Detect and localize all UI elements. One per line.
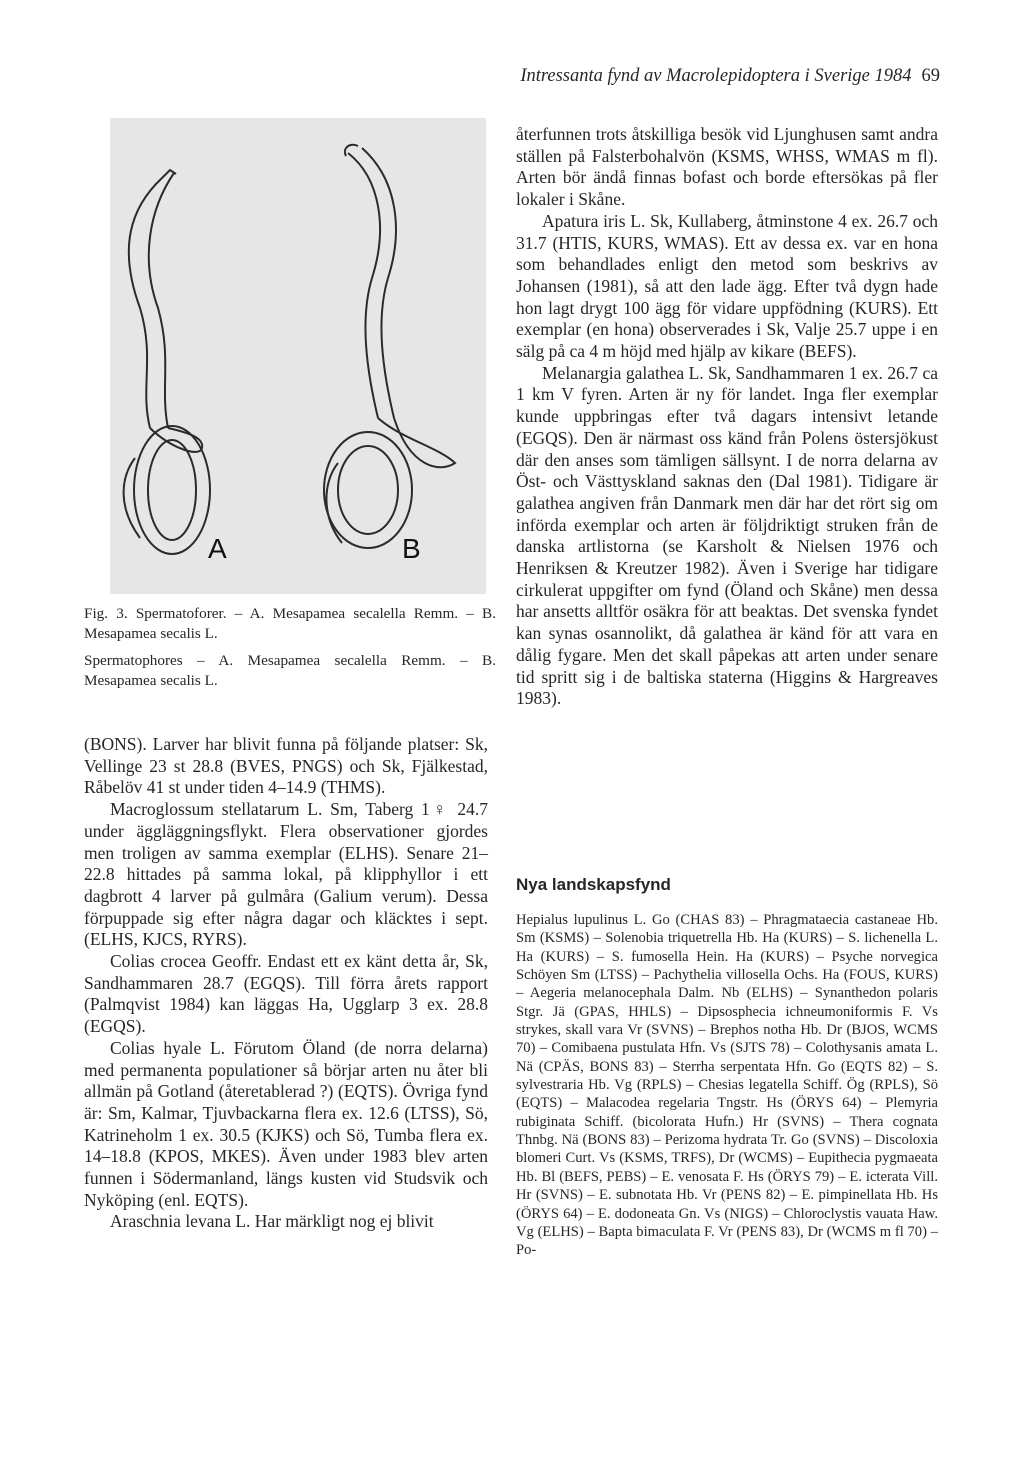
figure-label-a: A — [208, 533, 227, 564]
left-paragraph: Araschnia levana L. Har märkligt nog ej blivit — [110, 1211, 434, 1232]
right-paragraph: Apatura iris L. Sk, Kullaberg, åtminstone 4 ex. 26.7 och 31.7 (HTIS, KURS, WMAS). Ett av dessa ex. var en hona som behandlades enligt den metod som beskrivs av Johansen (1981), så att den lade ägg. Efter två dygn hade hon lagt drygt 100 ägg för vidare uppfödning (KURS). Ett exemplar (en hona) observerades i Sk, Valje 25.7 uppe i en sälg på ca 4 m höjd med hjälp av kikare (BEFS). — [516, 210, 938, 362]
figure-drawing — [110, 118, 486, 594]
right-paragraph: återfunnen trots åtskilliga besök vid Ljunghusen samt andra ställen på Falsterbohalvön (KSMS, WHSS, WMAS m fl). Arten bör ändå finnas bofast och borde eftersökas på fler lokaler i Skåne. — [516, 124, 938, 210]
running-header — [520, 66, 940, 87]
figure-caption — [84, 604, 496, 690]
running-title: Intressanta fynd av Macrolepidoptera i Sverige 1984 — [520, 66, 912, 86]
left-paragraph: (BONS). Larver har blivit funna på följande platser: Sk, Vellinge 23 st 28.8 (BVES, PNGS) och Sk, Fjälkestad, Råbelöv 41 st under tiden 4–14.9 (THMS). — [84, 734, 488, 798]
section-body — [516, 911, 938, 1260]
left-paragraph: Macroglossum stellatarum L. Sm, Taberg 1♀ 24.7 under äggläggningsflykt. Flera observationer gjordes men troligen av samma exemplar (ELHS). Senare 21–22.8 hittades på samma lokal, på klipphyllor i ett dagbrott 4 larver på gulmåra (Galium verum). Dessa förpuppade sig efter några dagar och kläcktes i sept. (ELHS, KJCS, RYRS). — [84, 799, 488, 950]
caption-english: Spermatophores – A. Mesapamea secalella Remm. – B. Mesapamea secalis L. — [84, 652, 496, 689]
section-heading: Nya landskapsfynd — [516, 875, 671, 894]
section-text: Hepialus lupulinus L. Go (CHAS 83) – Phragmataecia castaneae Hb. Sm (KSMS) – Solenobia triquetrella Hb. Ha (KURS) – S. lichenella L. Ha (KURS) – S. fumosella Hein. Ha (KURS) – Psyche norvegica Schöyen Sm (LTSS) – Pachythelia villosella Ochs. Ha (FOUS, KURS) – Aegeria melanocephala Dalm. Nb (ELHS) – Synanthedon polaris Stgr. Jä (GPAS, HHLS) – Dipsosphecia ichneumoniformis F. Vs strykes, skall vara Vr (SVNS) – Brephos notha Hb. Dr (BJOS, WCMS 70) – Comibaena pustulata Hfn. Vs (SJTS 78) – Colothysanis amata L. Nä (CPÄS, BONS 83) – Sterrha serpentata Hfn. Go (EQTS 82) – S. sylvestraria Hb. Vg (RPLS) – Chesias legatella Schiff. Ög (RPLS), Sö (EQTS) – Malacodea regelaria Tngstr. Hs (ÖRYS 64) – Plemyria rubiginata Schiff. (bicolorata Hufn.) Hr (SVNS) – Thera cognata Thnbg. Nä (BONS 83) – Perizoma hydrata Tr. Go (SVNS) – Discoloxia blomeri Curt. Vs (KSMS, TRFS), Dr (WCMS) – Eupithecia pygmaeata Hb. Bl (BEFS, PEBS) – E. venosata F. Hs (ÖRYS 79) – E. icterata Vill. Hr (SVNS) – E. subnotata Hb. Vr (PENS 82) – E. pimpinellata Hb. Hs (ÖRYS 64) – E. dodoneata Gn. Vs (NIGS) – Chloroclystis vauata Haw. Vg (ELHS) – Bapta bimaculata F. Vr (PENS 83), Dr (WCMS m fl 70) – Po- — [516, 912, 938, 1259]
figure-label-b: B — [402, 533, 421, 564]
right-column — [516, 124, 938, 710]
caption-swedish: Fig. 3. Spermatoforer. – A. Mesapamea secalella Remm. – B. Mesapamea secalis L. — [84, 605, 496, 642]
left-paragraph: Colias hyale L. Förutom Öland (de norra delarna) med permanenta populationer så börjar arten nu åter bli allmän på Gotland (återetablerad ?) (EQTS). Övriga fynd är: Sm, Kalmar, Tjuvbackarna flera ex. 12.6 (LTSS), Sö, Katrineholm 1 ex. 30.5 (KJKS) och Sö, Tumba flera ex. 14–18.8 (KPOS, MKES). Även under 1983 blev arten funnen i Södermanland, längs kusten vid Studsvik och Nyköping (enl. EQTS). — [84, 1037, 488, 1210]
left-column — [84, 734, 488, 1233]
left-paragraph: Colias crocea Geoffr. Endast ett ex känt detta år, Sk, Sandhammaren 28.7 (EGQS). Till förra årets rapport (Palmqvist 1984) kan läggas Ha, Ugglarp 3 ex. 28.8 (EGQS). — [84, 951, 488, 1037]
right-paragraph: Melanargia galathea L. Sk, Sandhammaren 1 ex. 26.7 ca 1 km V fyren. Arten är ny för landet. Inga fler exemplar kunde uppbringas efter två dagars intensivt letande (EGQS). Den är närmast oss känd från Polens östersjökust där den anses som tämligen sällsynt. I de norra delarna av Öst- och Västtyskland saknas den (Dal 1981). Tidigare är galathea angiven från Danmark men där har det rört sig om införda exemplar och arten är följdriktigt struken från de danska artlistorna (se Karsholt & Nielsen 1976 och Henriksen & Kreutzer 1982). Även i Sverige har tidigare cirkulerat uppgifter om fynd (Öland och Skåne) men dessa har ansetts alltför osäkra för att beaktas. Det svenska fyndet kan synas osannolikt, då galathea är känd för att vara en dålig fygare. Men det skall påpekas att arten under senare tid spritt sig i de baltiska staterna (Higgins & Hargreaves 1983). — [516, 362, 938, 709]
spermatophore-figure — [110, 118, 486, 594]
page-number: 69 — [921, 66, 940, 86]
